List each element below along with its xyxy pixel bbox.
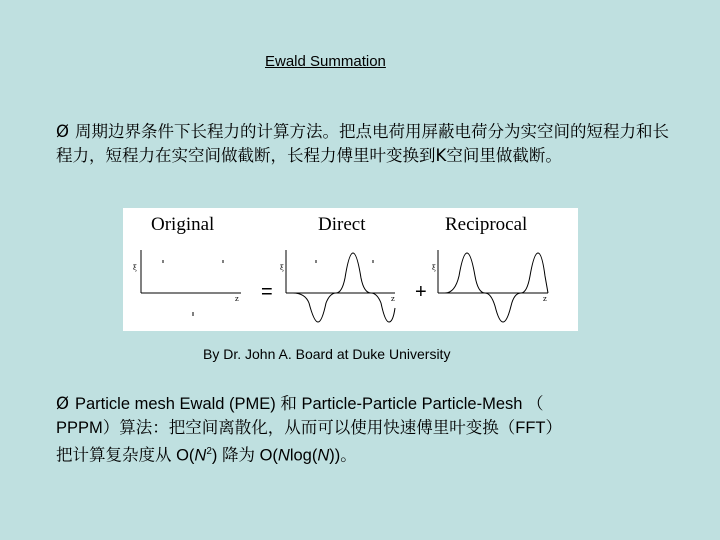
complexity-n2: N: [277, 446, 290, 465]
bullet-pme-description: [56, 392, 680, 468]
direct-y-label: ξ: [280, 264, 284, 272]
complexity-text-d: ))。: [329, 446, 357, 465]
panel-original: [141, 250, 241, 316]
ewald-decomposition-figure: [123, 208, 578, 331]
complexity-text-a: 把计算复杂度从 O(: [56, 446, 195, 465]
bullet2-line1-text: Particle mesh Ewald (PME) 和 Particle-Particle Particle-Mesh （: [75, 395, 544, 413]
complexity-exponent: 2: [206, 446, 212, 457]
bullet-ewald-description: [56, 120, 680, 168]
bullet2-line1: [56, 392, 680, 416]
reciprocal-y-label: ξ: [432, 264, 436, 272]
complexity-text-b: ) 降为 O(: [211, 446, 278, 465]
original-y-label: ξ: [133, 264, 137, 272]
bullet2-line3: [56, 440, 680, 468]
figure-svg: [123, 208, 578, 331]
label-reciprocal: Reciprocal: [445, 214, 528, 235]
figure-caption: By Dr. John A. Board at Duke University: [203, 346, 451, 362]
bullet2-line2: PPPM）算法：把空间离散化，从而可以使用快速傅里叶变换（FFT）: [56, 419, 562, 437]
original-x-label: z: [235, 295, 239, 303]
label-original: Original: [151, 214, 215, 235]
complexity-n3: N: [317, 446, 330, 465]
complexity-n: N: [194, 446, 207, 465]
reciprocal-gaussian-curve: [445, 253, 548, 322]
plus-sign: +: [415, 281, 427, 303]
direct-x-label: z: [391, 295, 395, 303]
bullet-text: 周期边界条件下长程力的计算方法。把点电荷用屏蔽电荷分为实空间的短程力和长程力，短程力在实空间做截断，长程力傅里叶变换到K空间里做截断。: [56, 122, 669, 165]
panel-reciprocal: [438, 250, 548, 322]
equals-sign: =: [261, 281, 273, 303]
complexity-text-c: log(: [289, 446, 318, 465]
panel-direct: [286, 250, 395, 322]
reciprocal-x-label: z: [543, 295, 547, 303]
direct-screened-curve: [293, 253, 395, 322]
bullet-arrow-icon: Ø: [56, 394, 69, 413]
bullet-arrow-icon: Ø: [56, 122, 69, 141]
page-title: Ewald Summation: [265, 53, 386, 70]
label-direct: Direct: [318, 214, 366, 235]
